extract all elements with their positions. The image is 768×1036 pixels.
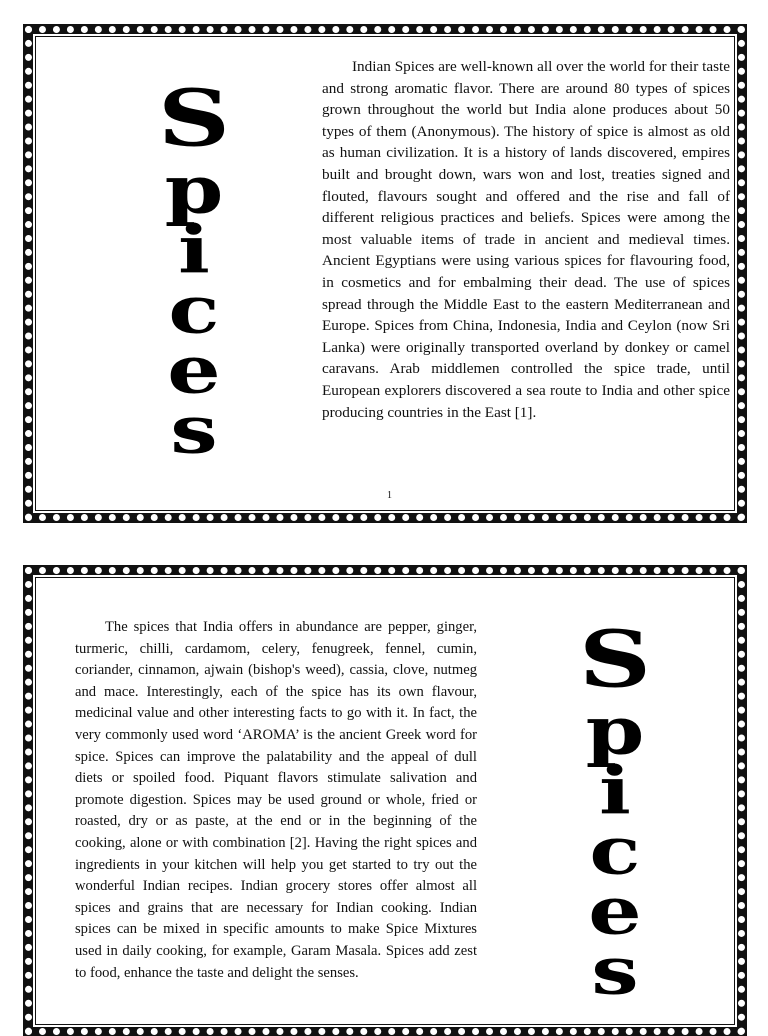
title-letter: e (588, 872, 642, 950)
title-letter: i (599, 752, 631, 830)
title-letter: S (578, 612, 652, 706)
vertical-title (139, 71, 249, 469)
title-letter: s (591, 932, 639, 1010)
page-2 (24, 566, 746, 1036)
vertical-title (560, 612, 670, 1010)
title-letter: s (170, 391, 218, 469)
page-number: 1 (387, 490, 392, 501)
title-letter: i (178, 211, 210, 289)
title-letter: c (168, 271, 220, 349)
title-letter: c (589, 812, 641, 890)
body-text (322, 56, 730, 423)
paragraph: Indian Spices are well-known all over the world for their taste and strong aromatic flavor. There are around 80 types of spices grown throughout the world but India alone produces about 50 types of them (Anonymous). The history of spice is almost as old as human civilization. It is a history of lands discovered, empires built and brought down, wars won and lost, treaties signed and flouted, flavours sought and offered and the rise and fall of different religious practices and beliefs. Spices were among the most valuable items of trade in ancient and medieval times. Ancient Egyptians were using various spices for flavouring food, in cosmetics and for embalming their dead. The use of spices spread through the Middle East to the eastern Mediterranean and Europe. Spices from China, Indonesia, India and Ceylon (now Sri Lanka) were originally transported overland by donkey or camel caravans. Arab middlemen controlled the spice trade, until European explorers discovered a sea route to India and other spice producing countries in the East [1]. (322, 58, 730, 421)
title-letter: e (167, 331, 221, 409)
title-letter: p (164, 151, 224, 229)
paragraph: The spices that India offers in abundance are pepper, ginger, turmeric, chilli, cardamom, celery, fenugreek, fennel, cumin, coriander, cinnamon, ajwain (bishop's weed), cassia, clove, nutmeg and mace. Interestingly, each of the spice has its own flavour, medicinal value and other interesting facts to go with it. In fact, the very commonly used word ‘AROMA’ is the ancient Greek word for spice. Spices can improve the palatability and the appeal of dull diets or spoiled food. Piquant flavors stimulate salivation and promote digestion. Spices may be used ground or whole, fried or roasted, dry or as paste, at the end or in the beginning of the cooking, alone or with combination [2]. Having the right spices and ingredients in your kitchen will help you get started to try out the wonderful Indian recipes. Indian grocery stores offer almost all spices and grains that are necessary for Indian cooking. Indian spices can be mixed in specific amounts to make Spice Mixtures used in daily cooking, for example, Garam Masala. Spices add zest to food, enhance the taste and delight the senses. (75, 619, 477, 981)
page-1 (24, 25, 746, 522)
title-letter: S (157, 71, 231, 165)
title-letter: p (585, 692, 645, 770)
body-text (75, 617, 477, 984)
